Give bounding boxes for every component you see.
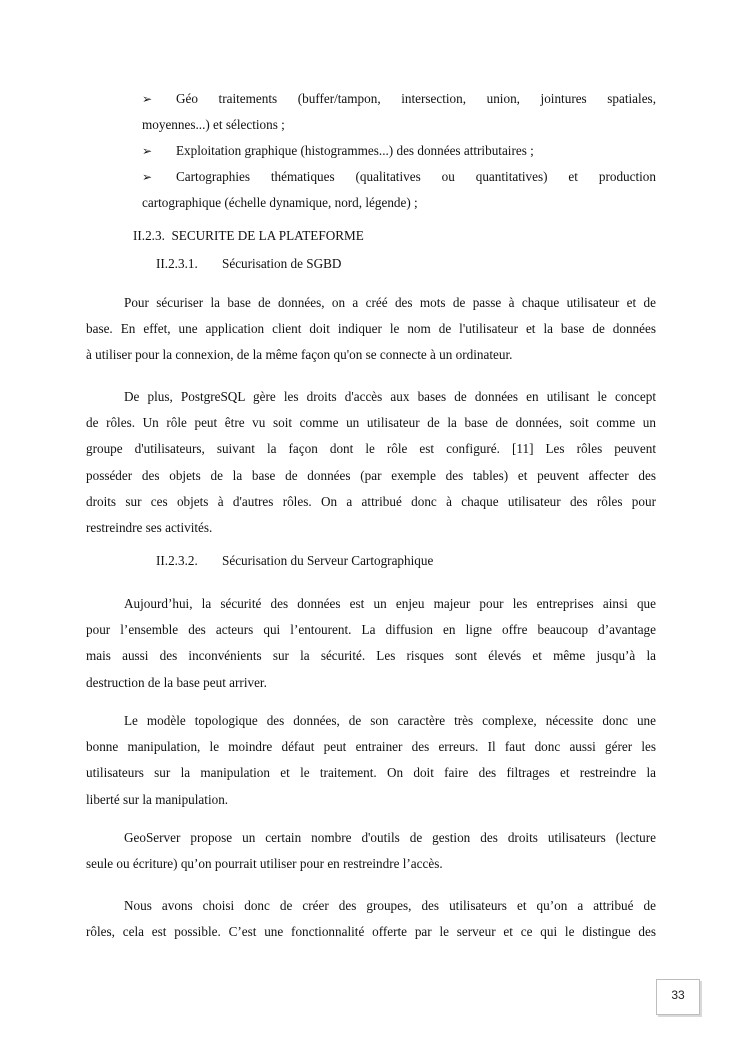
paragraph-line: droits sur ces objets à d'autres rôles. On a attribué donc à chaque utilisateur des rôles pour xyxy=(86,493,656,509)
arrow-bullet-icon: ➢ xyxy=(142,92,153,106)
page-number: 33 xyxy=(656,979,700,1015)
paragraph-line: seule ou écriture) qu’on pourrait utiliser pour en restreindre l’accès. xyxy=(86,856,443,872)
paragraph xyxy=(86,290,656,369)
bullet-item xyxy=(142,164,656,216)
paragraph-line: de rôles. Un rôle peut être vu soit comme un utilisateur de la base de données, soit comme un xyxy=(86,415,656,431)
bullet-text-continued: moyennes...) et sélections ; xyxy=(142,117,285,132)
section-title: SECURITE DE LA PLATEFORME xyxy=(171,228,364,243)
paragraph-line: De plus, PostgreSQL gère les droits d'accès aux bases de données en utilisant le concept xyxy=(124,389,656,404)
bullet-text: Cartographies thématiques (qualitatives ou quantitatives) et production xyxy=(176,169,656,184)
bullet-text-continued: cartographique (échelle dynamique, nord, légende) ; xyxy=(142,195,418,210)
paragraph-line: Aujourd’hui, la sécurité des données est un enjeu majeur pour les entreprises ainsi que xyxy=(124,596,656,611)
paragraph-line: pour l’ensemble des acteurs qui l’entourent. La diffusion en ligne offre beaucoup d’avantage xyxy=(86,622,656,638)
subsection-title: Sécurisation de SGBD xyxy=(222,256,342,271)
paragraph xyxy=(86,825,656,877)
paragraph-line: restreindre ses activités. xyxy=(86,520,213,536)
paragraph-line: GeoServer propose un certain nombre d'outils de gestion des droits utilisateurs (lecture xyxy=(124,830,656,845)
paragraph-line: posséder des objets de la base de données (par exemple des tables) et peuvent affecter des xyxy=(86,467,656,483)
paragraph-line: liberté sur la manipulation. xyxy=(86,791,229,807)
paragraph-line: mais aussi des inconvénients sur la sécurité. Les risques sont élevés et même jusqu’à la xyxy=(86,648,656,664)
subsection-number: II.2.3.2. xyxy=(156,553,198,568)
paragraph xyxy=(86,893,656,945)
bullet-text: Géo traitements (buffer/tampon, intersection, union, jointures spatiales, xyxy=(176,91,656,106)
paragraph xyxy=(86,591,656,696)
paragraph-line: destruction de la base peut arriver. xyxy=(86,674,267,690)
paragraph-line: Le modèle topologique des données, de son caractère très complexe, nécessite donc une xyxy=(124,713,656,728)
paragraph xyxy=(86,384,656,541)
bullet-item xyxy=(142,86,656,138)
paragraph-line: base. En effet, une application client doit indiquer le nom de l'utilisateur et la base de données xyxy=(86,321,656,337)
paragraph-line: à utiliser pour la connexion, de la même façon qu'on se connecte à un ordinateur. xyxy=(86,347,513,363)
subsection-heading xyxy=(156,256,341,272)
arrow-bullet-icon: ➢ xyxy=(142,170,153,184)
arrow-bullet-icon: ➢ xyxy=(142,144,153,158)
paragraph-line: rôles, cela est possible. C’est une fonctionnalité offerte par le serveur et ce qui le distingue des xyxy=(86,924,656,940)
paragraph-line: Nous avons choisi donc de créer des groupes, des utilisateurs et qu’on a attribué de xyxy=(124,898,656,913)
paragraph-line: utilisateurs sur la manipulation et le traitement. On doit faire des filtrages et restreindre la xyxy=(86,765,656,781)
section-heading xyxy=(133,228,364,244)
bullet-text: Exploitation graphique (histogrammes...) des données attributaires ; xyxy=(176,143,534,158)
section-number: II.2.3. xyxy=(133,228,165,243)
paragraph-line: Pour sécuriser la base de données, on a créé des mots de passe à chaque utilisateur et de xyxy=(124,295,656,310)
subsection-title: Sécurisation du Serveur Cartographique xyxy=(222,553,434,568)
paragraph xyxy=(86,708,656,813)
subsection-heading xyxy=(156,553,433,569)
subsection-number: II.2.3.1. xyxy=(156,256,198,271)
paragraph-line: bonne manipulation, le moindre défaut peut entrainer des erreurs. Il faut donc aussi gérer les xyxy=(86,739,656,755)
paragraph-line: groupe d'utilisateurs, suivant la façon dont le rôle est configuré. [11] Les rôles peuvent xyxy=(86,441,656,457)
bullet-item xyxy=(142,138,656,164)
